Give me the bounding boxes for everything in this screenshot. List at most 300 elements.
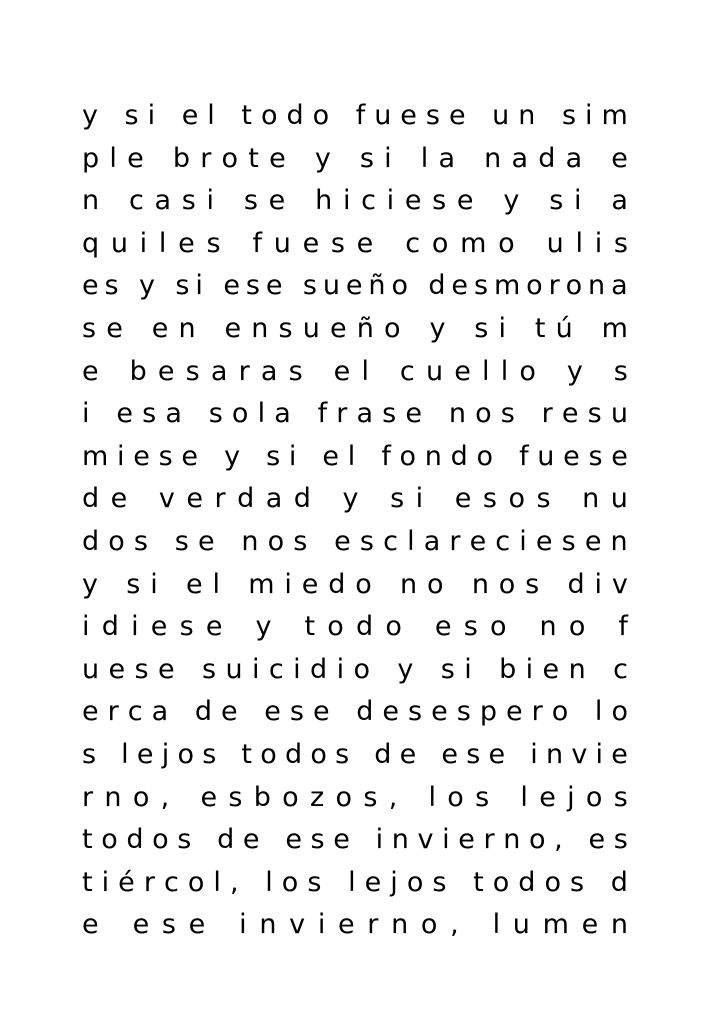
poem-character: s [440,653,455,685]
poem-character: e [333,355,351,387]
poem-character: s [613,355,628,387]
poem-line [82,95,628,138]
poem-character: l [575,227,583,259]
poem-character: c [361,185,376,217]
poem-character: v [289,909,306,941]
poem-character: e [405,398,422,430]
poem-character [530,180,539,223]
poem-character: r [531,696,543,728]
poem-character: o [177,738,195,770]
poem-character: s [302,270,317,302]
poem-character [235,606,244,649]
poem-character [516,308,525,351]
poem-line [82,564,628,607]
poem-character: e [434,611,452,643]
poem-character: i [573,185,582,217]
poem-character: e [399,738,417,770]
poem-character: s [561,100,577,131]
poem-character: d [356,611,374,643]
poem-character: o [528,824,546,856]
poem-character: f [252,227,263,259]
poem-character: e [488,738,506,770]
poem-character: s [463,611,478,643]
poem-character: e [116,398,133,430]
poem-line [82,436,628,479]
poem-character: r [143,866,155,898]
poem-character [402,138,411,181]
poem-character [161,265,170,308]
poem-character: s [570,866,585,898]
poem-line [82,138,628,181]
poem-character [598,606,607,649]
poem-character: e [302,227,320,259]
poem-character: f [381,440,391,472]
poem-character: y [82,568,98,600]
poem-character: o [611,696,628,728]
poem-character: c [163,866,179,898]
poem-character: e [136,738,154,770]
poem-character: s [382,398,397,430]
poem-character [314,351,323,394]
poem-character: r [82,781,94,813]
poem-character: o [427,568,444,600]
poem-character: i [147,100,156,131]
poem-character: l [348,866,356,898]
poem-character: u [82,653,100,685]
poem-character [382,564,391,607]
poem-character: t [82,866,93,898]
poem-character: ñ [356,312,374,344]
poem-character: d [610,866,628,898]
poem-character: e [200,781,218,813]
poem-character [249,436,258,479]
poem-character: m [542,909,569,941]
poem-character: s [561,525,576,557]
poem-character: d [538,142,556,174]
poem-character [547,351,556,394]
poem-character: l [361,355,369,387]
poem-character: o [544,866,561,898]
poem-character: o [101,824,118,856]
poem-character: l [482,355,490,387]
poem-line [82,862,628,905]
poem-character: n [484,142,502,174]
poem-character [502,436,511,479]
poem-character [583,308,592,351]
poem-character: i [498,312,507,344]
poem-character: y [429,312,446,344]
poem-character: m [460,227,487,259]
poem-character [500,777,509,820]
poem-character: n [503,824,521,856]
poem-character: e [268,185,286,217]
poem-character: o [267,525,285,557]
poem-character: m [493,270,521,302]
poem-character: o [152,824,169,856]
poem-character: u [512,909,530,941]
poem-character: c [495,525,511,557]
poem-character [110,351,119,394]
poem-character [154,138,163,181]
poem-character [133,308,142,351]
poem-character: e [431,696,448,728]
poem-character: s [310,824,325,856]
poem-character: o [498,227,515,259]
poem-character: t [241,100,252,131]
poem-character: e [82,696,99,728]
poem-character: o [310,738,327,770]
poem-character [191,393,200,436]
poem-character: e [454,483,472,515]
poem-character: y [503,185,520,217]
poem-character: s [482,483,497,515]
poem-character: s [266,440,281,472]
poem-character [453,564,462,607]
poem-character: n [82,185,100,217]
poem-character: o [490,611,507,643]
poem-character: a [356,398,374,430]
poem-character: v [611,568,628,600]
poem-character [456,308,465,351]
poem-character: d [82,525,100,557]
poem-character: s [588,440,603,472]
poem-character [526,223,535,266]
poem-character: s [293,525,308,557]
poem-character: s [613,227,628,259]
poem-character: é [118,866,135,898]
poem-character [206,308,215,351]
poem-character: e [356,227,374,259]
poem-character: d [356,696,374,728]
poem-character [209,265,218,308]
poem-character [224,95,233,138]
poem-character [425,734,434,777]
poem-character: d [237,483,255,515]
poem-character [322,478,331,521]
poem-character: s [82,312,97,344]
poem-line [82,904,628,947]
poem-character [300,393,309,436]
poem-character: t [82,824,93,856]
poem-character [305,436,314,479]
poem-character: s [82,738,97,770]
poem-character: e [322,440,340,472]
poem-character: o [526,270,543,302]
poem-character [385,223,394,266]
poem-character [268,819,277,862]
poem-character: u [273,227,291,259]
poem-character: e [333,824,350,856]
poem-character: e [441,738,458,770]
poem-character [108,564,117,607]
poem-character: e [611,440,628,472]
poem-character: a [210,355,228,387]
poem-character: s [228,781,243,813]
poem-character: i [342,185,351,217]
poem-character: l [420,142,429,174]
poem-character: e [404,185,422,217]
poem-character [177,691,186,734]
poem-character: s [124,100,139,131]
poem-character: i [594,568,603,600]
poem-character: s [307,866,322,898]
poem-character: s [278,312,293,344]
poem-character: e [188,909,206,941]
poem-character: s [549,185,564,217]
poem-character: e [132,909,150,941]
poem-character: o [385,611,402,643]
poem-character [364,436,373,479]
poem-character: ú [555,312,573,344]
poem-character [571,819,580,862]
poem-character: r [367,909,379,941]
poem-character [230,564,239,607]
poem-character: o [282,781,299,813]
poem-character [248,862,257,905]
poem-character: n [545,738,564,770]
poem-character: m [601,312,628,344]
poem-character: e [364,866,382,898]
poem-character: d [450,440,468,472]
poem-character: o [492,866,510,898]
poem-line [82,819,628,862]
poem-line [82,351,628,394]
poem-character: i [150,568,158,600]
poem-character: , [160,781,170,813]
poem-character: e [205,611,223,643]
poem-character: n [104,781,122,813]
poem-character: d [374,738,392,770]
poem-line [82,606,628,649]
poem-character: , [229,866,239,898]
poem-character: m [82,440,109,472]
poem-character: l [109,142,117,174]
poem-character [484,180,493,223]
poem-character: a [154,185,172,217]
poem-character: y [397,653,414,685]
poem-character: a [165,398,182,430]
poem-character: s [181,185,196,217]
poem-character: d [82,483,100,515]
poem-character: s [335,738,350,770]
poem-character: e [181,100,199,131]
poem-character: y [342,483,359,515]
poem-character: n [391,824,409,856]
poem-character: s [161,909,176,941]
poem-character: o [585,781,603,813]
poem-character: e [448,100,466,131]
poem-character: y [139,270,155,302]
poem-character: i [251,653,260,685]
poem-character [110,180,119,223]
poem-character [513,734,522,777]
poem-character: e [264,696,281,728]
poem-character: l [347,440,356,472]
poem-character: e [108,653,126,685]
poem-character: r [548,270,560,302]
poem-character: o [187,866,205,898]
poem-character: l [213,866,221,898]
poem-character: o [231,398,249,430]
poem-character: b [129,355,147,387]
poem-character: s [185,355,200,387]
poem-character: c [383,525,398,557]
poem-character: e [265,270,283,302]
poem-character: e [157,355,175,387]
poem-character [316,521,325,564]
poem-character: o [568,611,586,643]
poem-character [181,777,190,820]
poem-character: s [243,185,258,217]
poem-character: s [500,398,515,430]
poem-character: p [479,696,497,728]
poem-character: r [200,142,212,174]
poem-character: e [382,696,399,728]
poem-character: n [251,312,269,344]
poem-character: a [423,525,441,557]
poem-character [409,777,418,820]
poem-character: s [202,653,217,685]
poem-character: o [327,611,344,643]
poem-character: a [611,185,628,217]
poem-character [247,691,256,734]
poem-character: b [172,142,190,174]
poem-character [370,478,379,521]
poem-character [357,734,366,777]
poem-character: b [499,653,517,685]
poem-character [338,95,347,138]
poem-character: s [208,398,223,430]
poem-character: o [475,398,492,430]
poem-character: d [518,866,536,898]
poem-character: e [285,824,302,856]
poem-character: e [82,909,99,941]
poem-character: q [82,227,100,259]
poem-character: e [82,355,99,387]
poem-line [82,308,628,351]
poem-character: s [613,824,628,856]
poem-character [549,564,558,607]
poem-character: o [420,909,438,941]
poem-character: e [561,398,579,430]
poem-character: s [104,270,119,302]
poem-character: e [158,653,175,685]
poem-character [379,649,388,692]
poem-character: e [345,270,363,302]
poem-character: n [400,568,418,600]
poem-character [99,393,108,436]
poem-character: e [197,525,215,557]
poem-character [164,95,173,138]
poem-character: a [438,142,456,174]
poem-character: o [391,270,408,302]
poem-character: n [259,909,277,941]
poem-character: o [335,781,353,813]
poem-character [471,904,480,947]
poem-character: l [500,355,509,387]
poem-line [82,223,628,266]
poem-character: r [336,398,348,430]
poem-character: l [407,525,415,557]
poem-character: n [539,611,557,643]
poem-line [82,649,628,692]
poem-character: i [585,100,593,131]
poem-character: t [534,312,546,344]
poem-character: i [131,611,139,643]
poem-character: c [399,355,415,387]
poem-character: r [483,824,495,856]
poem-character [104,734,113,777]
poem-character: o [399,440,417,472]
poem-character: i [82,398,90,430]
poem-character: f [618,611,628,643]
poem-line [82,521,628,564]
poem-character: e [563,440,580,472]
poem-character [475,95,484,138]
poem-character: i [293,653,301,685]
poem-character: s [359,525,374,557]
poem-character: s [174,525,189,557]
poem-character: n [424,440,442,472]
poem-line [82,478,628,521]
poem-character: i [117,440,125,472]
poem-character: e [451,270,469,302]
poem-character: t [248,142,259,174]
poem-character: d [428,270,446,302]
poem-character [225,180,234,223]
poem-character: d [328,568,346,600]
poem-character: r [541,398,553,430]
poem-character: j [161,738,170,770]
poem-character: f [519,440,529,472]
poem-character: s [425,100,440,131]
poem-character: e [127,142,144,174]
poem-character: s [126,568,141,600]
poem-character [200,819,209,862]
poem-character: c [268,653,284,685]
poem-character: j [567,781,575,813]
poem-character: i [415,483,424,515]
poem-character: s [408,696,423,728]
poem-line [82,180,628,223]
poem-character [465,138,474,181]
poem-character: d [567,568,585,600]
poem-character: e [338,909,355,941]
poem-character: s [142,398,157,430]
poem-character [435,478,444,521]
poem-character: e [539,781,556,813]
poem-character: l [257,398,266,430]
poem-character: i [336,653,345,685]
poem-character: a [151,696,169,728]
poem-character: i [375,824,384,856]
poem-character: ñ [368,270,386,302]
poem-character: d [286,100,304,131]
poem-character: c [129,185,144,217]
poem-character: v [571,738,588,770]
poem-character: o [565,270,583,302]
poem-character: s [288,355,303,387]
poem-character: c [127,696,143,728]
poem-character: e [106,312,123,344]
poem-character [358,819,367,862]
poem-character: e [330,312,347,344]
poem-character: o [508,483,525,515]
poem-character: i [195,270,203,302]
poem-character: l [121,738,129,770]
poem-character: e [400,100,417,131]
poem-character: o [431,227,449,259]
